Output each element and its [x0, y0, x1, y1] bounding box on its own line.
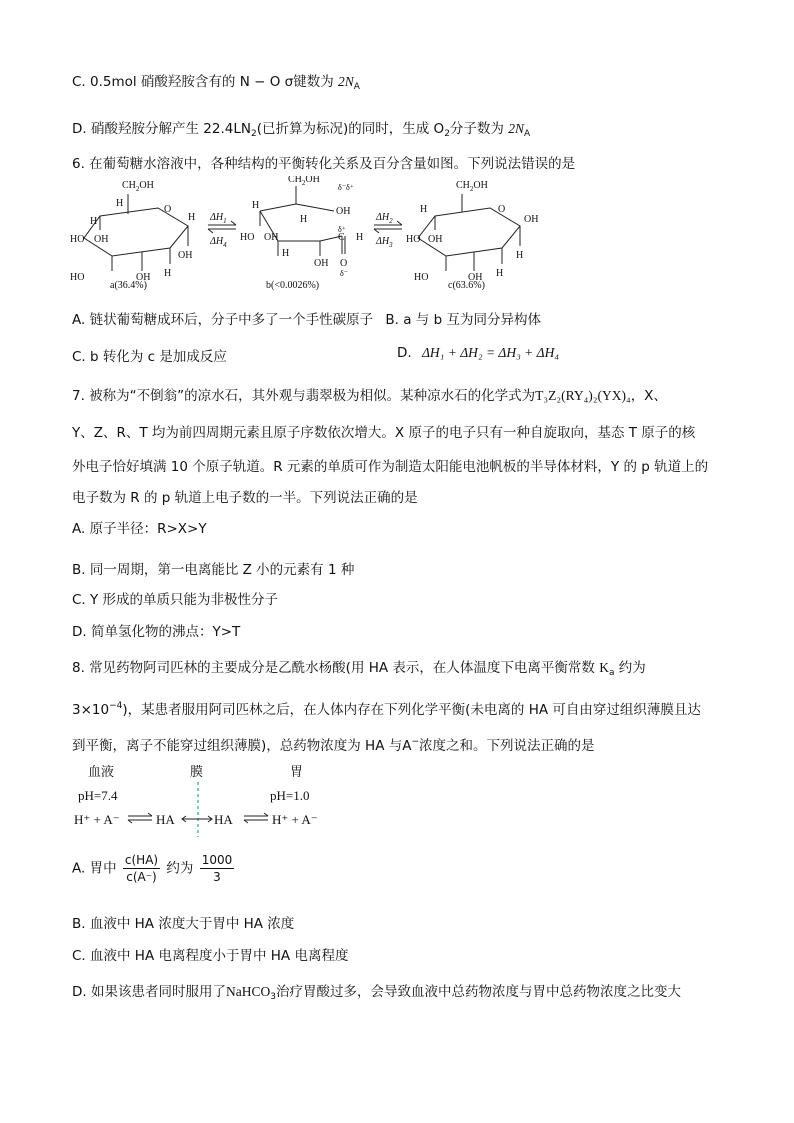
q7-option-d: D. 简单氢化物的沸点：Y>T: [72, 624, 241, 640]
q7-option-b: B. 同一周期，第一电离能比 Z 小的元素有 1 种: [72, 562, 355, 578]
arrow2-bottom: $\Delta H_3$: [376, 236, 393, 249]
structure-a-label: a(36.4%): [110, 280, 147, 291]
arrow2-top: $\Delta H_2$: [376, 212, 393, 225]
svg-text:OH: OH: [428, 234, 443, 245]
membrane-equilibrium-diagram: [72, 762, 352, 842]
svg-text:δ⁻δ⁺: δ⁻δ⁺: [338, 183, 354, 192]
q7-stem-line3: 外电子恰好填满 10 个原子轨道。R 元素的单质可作为制造太阳能电池帆板的半导体材料，Y 的 p 轨道上的: [72, 459, 709, 475]
svg-text:pH=7.4: pH=7.4: [78, 788, 118, 803]
q6-option-d: D. ΔH₁ + ΔH₂ = ΔH₃ + ΔH₄: [397, 345, 560, 361]
a-ch2oh-label: $CH_2OH$: [122, 180, 154, 193]
svg-text:O: O: [498, 204, 506, 215]
q8-option-d: D. 如果该患者同时服用了NaHCO$_3$治疗胃酸过多，会导致血液中总药物浓度与胃中总药物浓度之比变大: [72, 984, 681, 1002]
svg-text:HO: HO: [70, 234, 85, 245]
svg-text:OH: OH: [178, 250, 193, 261]
svg-text:血液: 血液: [88, 764, 115, 779]
ratio-fraction: $\frac{c(HA)}{c(A^-)}$: [124, 853, 159, 884]
b-ch2oh-label: $CH_2OH$: [288, 176, 320, 187]
svg-text:H: H: [90, 216, 98, 227]
c-ch2oh-label: $CH_2OH$: [456, 180, 488, 193]
q8-stem-line3: 到平衡，离子不能穿过组织薄膜)，总药物浓度为 HA 与A−浓度之和。下列说法正确的是: [72, 737, 595, 754]
svg-text:pH=1.0: pH=1.0: [270, 788, 310, 803]
svg-text:O: O: [164, 204, 172, 215]
q7-stem-line1: 7. 被称为“不倒翁”的凉水石，其外观与翡翠极为相似。某种凉水石的化学式为T₃Z₂(RY₄)₂(YX)₄，X、: [72, 388, 667, 404]
svg-text:OH: OH: [524, 214, 539, 225]
structure-c-label: c(63.6%): [448, 280, 485, 291]
svg-text:H: H: [252, 200, 260, 211]
q8-stem-line1: 8. 常见药物阿司匹林的主要成分是乙酰水杨酸(用 HA 表示，在人体温度下电离平衡常数 $K_a$ 约为: [72, 660, 646, 678]
svg-text:H: H: [496, 268, 504, 279]
q6-option-a: A. 链状葡萄糖成环后，分子中多了一个手性碳原子 B. a 与 b 互为同分异构体: [72, 312, 541, 328]
q7-stem-line2: Y、Z、R、T 均为前四周期元素且原子序数依次增大。X 原子的电子只有一种自旋取向，基态 T 原子的核: [72, 425, 696, 441]
svg-text:HO: HO: [406, 234, 421, 245]
svg-text:H: H: [420, 204, 428, 215]
svg-text:H: H: [516, 250, 524, 261]
q8-option-a: A. 胃中 $\frac{c(HA)}{c(A^-)}$ 约为 $\frac{1000}{3}$: [72, 853, 233, 884]
svg-text:H: H: [116, 198, 124, 209]
svg-text:OH: OH: [336, 206, 351, 217]
q8-stem-line2: $3\times 10^{-4}$)，某患者服用阿司匹林之后，在人体内存在下列化学平衡(未电离的 HA 可自由穿过组织薄膜且达: [72, 701, 701, 718]
q8-option-c: C. 血液中 HA 电离程度小于胃中 HA 电离程度: [72, 948, 349, 964]
svg-text:H⁺ + A⁻: H⁺ + A⁻: [272, 812, 318, 827]
structure-b-label: b(<0.0026%): [266, 280, 320, 291]
q7-option-c: C. Y 形成的单质只能为非极性分子: [72, 592, 279, 608]
svg-text:H⁺ + A⁻: H⁺ + A⁻: [74, 812, 120, 827]
svg-text:胃: 胃: [290, 764, 304, 779]
svg-text:OH: OH: [136, 272, 151, 283]
svg-text:OH: OH: [94, 234, 109, 245]
q5-option-c: C. 0.5mol 硝酸羟胺含有的 N − O σ键数为 $2N_A$: [72, 74, 360, 92]
q7-option-a: A. 原子半径：R>X>Y: [72, 521, 207, 537]
svg-text:H: H: [282, 248, 290, 259]
svg-text:膜: 膜: [190, 764, 204, 779]
svg-text:HO: HO: [70, 272, 85, 283]
svg-text:H: H: [188, 212, 196, 223]
svg-text:OH: OH: [314, 258, 329, 269]
q6-stem: 6. 在葡萄糖水溶液中，各种结构的平衡转化关系及百分含量如图。下列说法错误的是: [72, 156, 576, 172]
svg-text:C: C: [338, 232, 345, 243]
arrow1-top: $\Delta H_1$: [210, 212, 227, 225]
svg-text:OH: OH: [264, 232, 279, 243]
svg-text:HA: HA: [156, 812, 175, 827]
svg-text:δ⁺: δ⁺: [338, 225, 346, 234]
svg-text:HO: HO: [414, 272, 429, 283]
svg-text:HO: HO: [240, 232, 255, 243]
q7-stem-line4: 电子数为 R 的 p 轨道上电子数的一半。下列说法正确的是: [72, 490, 418, 506]
arrow1-bottom: $\Delta H_4$: [210, 236, 227, 249]
q8-option-b: B. 血液中 HA 浓度大于胃中 HA 浓度: [72, 916, 295, 932]
svg-text:H: H: [356, 232, 364, 243]
svg-text:OH: OH: [468, 272, 483, 283]
svg-text:O: O: [340, 258, 348, 269]
q6-option-c: C. b 转化为 c 是加成反应: [72, 349, 227, 365]
svg-text:H: H: [164, 268, 172, 279]
svg-text:δ⁻: δ⁻: [340, 269, 348, 278]
svg-text:H: H: [300, 214, 308, 225]
q5-option-d: D. 硝酸羟胺分解产生 $22.4LN_2$(已折算为标况)的同时，生成 $O_2$分子数为 $2N_A$: [72, 121, 531, 139]
glucose-equilibrium-diagram: [70, 176, 540, 296]
svg-text:HA: HA: [214, 812, 233, 827]
value-fraction: $\frac{1000}{3}$: [201, 853, 233, 884]
